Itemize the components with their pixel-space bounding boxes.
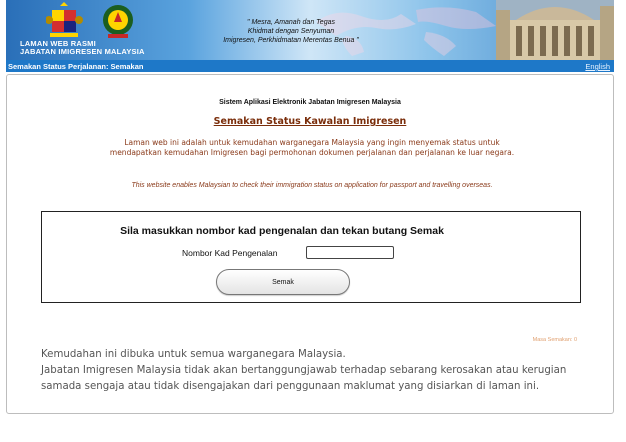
main-panel [6,74,614,414]
ic-check-form [41,211,581,303]
language-link-english[interactable]: English [585,62,610,71]
motto [206,18,376,45]
motto-line1: " Mesra, Amanah dan Tegas [247,19,335,26]
description-english: This website enables Malaysian to check their immigration status on application for passport and travelling overseas. [131,182,493,189]
motto-line2: Khidmat dengan Senyuman [247,28,335,35]
ic-number-label: Nombor Kad Pengenalan [182,248,278,258]
coat-of-arms-icon [46,2,83,37]
notice-line2: Jabatan Imigresen Malaysia tidak akan bertanggungjawab terhadap sebarang kerosakan atau kerugian samada sengaja atau tidak disengajakan dari penggunaan maklumat yang disiarkan di laman ini. [41,365,567,392]
logo-group [46,2,156,42]
disclaimer-notice [41,347,581,395]
site-name-line1: LAMAN WEB RASMI [20,39,96,48]
notice-line1: Kemudahan ini dibuka untuk semua warganegara Malaysia. [41,349,346,360]
breadcrumb: Semakan Status Perjalanan: Semakan [8,62,144,71]
building-icon [496,0,614,60]
motto-line3: Imigresen, Perkhidmatan Merentas Benua " [223,37,359,44]
site-name [20,40,145,56]
page-title: Semakan Status Kawalan Imigresen [213,116,407,127]
header-banner [6,0,614,60]
check-time: Masa Semakan: 0 [532,337,577,343]
site-name-line2: JABATAN IMIGRESEN MALAYSIA [20,47,145,56]
form-heading: Sila masukkan nombor kad pengenalan dan tekan butang Semak [120,225,444,237]
nav-strip [6,60,614,72]
description-malay: Laman web ini adalah untuk kemudahan warganegara Malaysia yang ingin menyemak status untuk mendapatkan kemudahan Imigresen bagi permohonan dokumen perjalanan dan perjalanan ke luar negara. [109,138,515,157]
immigration-crest-icon [103,5,133,38]
semak-button[interactable]: Semak [216,269,350,295]
ic-number-input[interactable] [306,246,394,259]
system-title: Sistem Aplikasi Elektronik Jabatan Imigresen Malaysia [219,99,401,106]
